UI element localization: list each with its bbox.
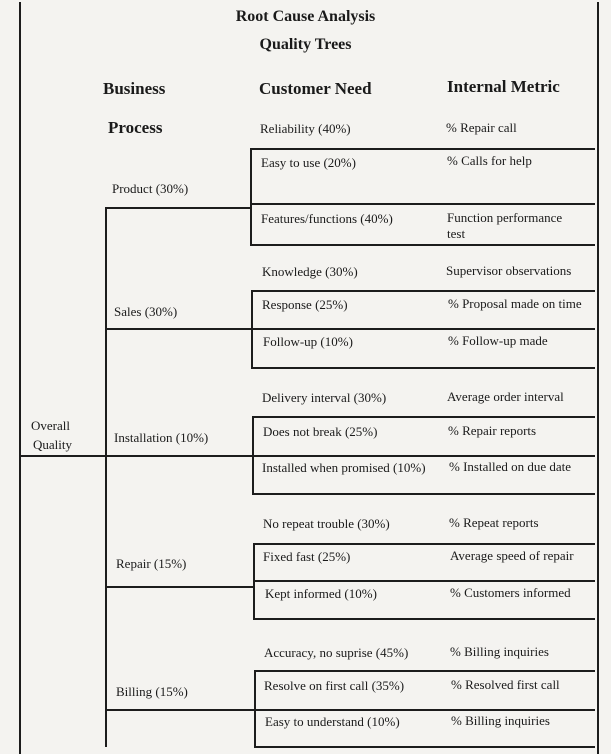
customer-need: Delivery interval (30%) — [262, 390, 387, 405]
business-process-header-line2: Process — [108, 118, 163, 137]
need-divider — [254, 746, 595, 748]
internal-metric: % Customers informed — [450, 585, 571, 600]
customer-need: Follow-up (10%) — [263, 334, 353, 349]
internal-metric: % Installed on due date — [449, 459, 572, 474]
internal-metric: % Repeat reports — [449, 515, 539, 530]
internal-metric-header: Internal Metric — [447, 77, 560, 96]
process-label: Product (30%) — [112, 181, 189, 196]
process-connector — [105, 709, 254, 711]
need-divider — [253, 618, 595, 620]
internal-metric: Function performance test — [447, 210, 563, 241]
customer-need: Kept informed (10%) — [265, 586, 377, 601]
internal-metric: % Billing inquiries — [450, 644, 549, 659]
customer-need: Accuracy, no suprise (45%) — [264, 645, 409, 660]
need-divider — [253, 543, 595, 545]
need-divider — [252, 416, 595, 418]
need-divider — [251, 367, 595, 369]
customer-need: Features/functions (40%) — [261, 211, 393, 226]
process-connector — [105, 586, 253, 588]
need-divider — [254, 709, 595, 711]
need-bracket — [250, 148, 252, 245]
customer-need: Fixed fast (25%) — [263, 549, 351, 564]
need-divider — [252, 455, 595, 457]
internal-metric: % Resolved first call — [451, 677, 560, 692]
document-title: Root Cause Analysis — [235, 8, 376, 25]
customer-need-header: Customer Need — [259, 79, 372, 98]
customer-need: Reliability (40%) — [260, 121, 351, 136]
right-border — [597, 2, 599, 754]
process-label: Billing (15%) — [116, 684, 188, 699]
internal-metric: % Repair reports — [448, 423, 537, 438]
internal-metric: Supervisor observations — [446, 263, 572, 278]
need-divider — [254, 670, 595, 672]
process-label: Sales (30%) — [114, 304, 178, 319]
internal-metric: % Billing inquiries — [451, 713, 550, 728]
internal-metric: Average speed of repair — [450, 548, 574, 563]
need-divider — [251, 290, 595, 292]
need-divider — [251, 328, 595, 330]
internal-metric: % Follow-up made — [448, 333, 548, 348]
customer-need: Knowledge (30%) — [262, 264, 358, 279]
customer-need: Installed when promised (10%) — [262, 460, 426, 475]
root-label-line1: Overall — [31, 418, 70, 433]
customer-need: Easy to understand (10%) — [265, 714, 400, 729]
root-connector — [21, 455, 105, 457]
internal-metric: % Repair call — [446, 120, 517, 135]
customer-need: Easy to use (20%) — [261, 155, 356, 170]
internal-metric: Average order interval — [447, 389, 564, 404]
process-connector — [105, 455, 252, 457]
business-process-header-line1: Business — [103, 79, 166, 98]
internal-metric: % Proposal made on time — [448, 296, 582, 311]
internal-metric: % Calls for help — [447, 153, 532, 168]
process-label: Installation (10%) — [114, 430, 209, 445]
customer-need: Response (25%) — [262, 297, 348, 312]
customer-need: Resolve on first call (35%) — [264, 678, 405, 693]
customer-need: No repeat trouble (30%) — [263, 516, 390, 531]
need-divider — [252, 493, 595, 495]
process-label: Repair (15%) — [116, 556, 187, 571]
root-label-line2: Quality — [33, 437, 72, 452]
process-connector — [105, 328, 251, 330]
document-subtitle: Quality Trees — [259, 36, 352, 53]
need-divider — [250, 148, 595, 150]
need-divider — [253, 580, 595, 582]
left-border — [19, 2, 21, 754]
process-trunk — [105, 207, 107, 747]
process-connector — [105, 207, 251, 209]
customer-need: Does not break (25%) — [263, 424, 378, 439]
need-divider — [250, 203, 595, 205]
need-divider — [250, 244, 595, 246]
